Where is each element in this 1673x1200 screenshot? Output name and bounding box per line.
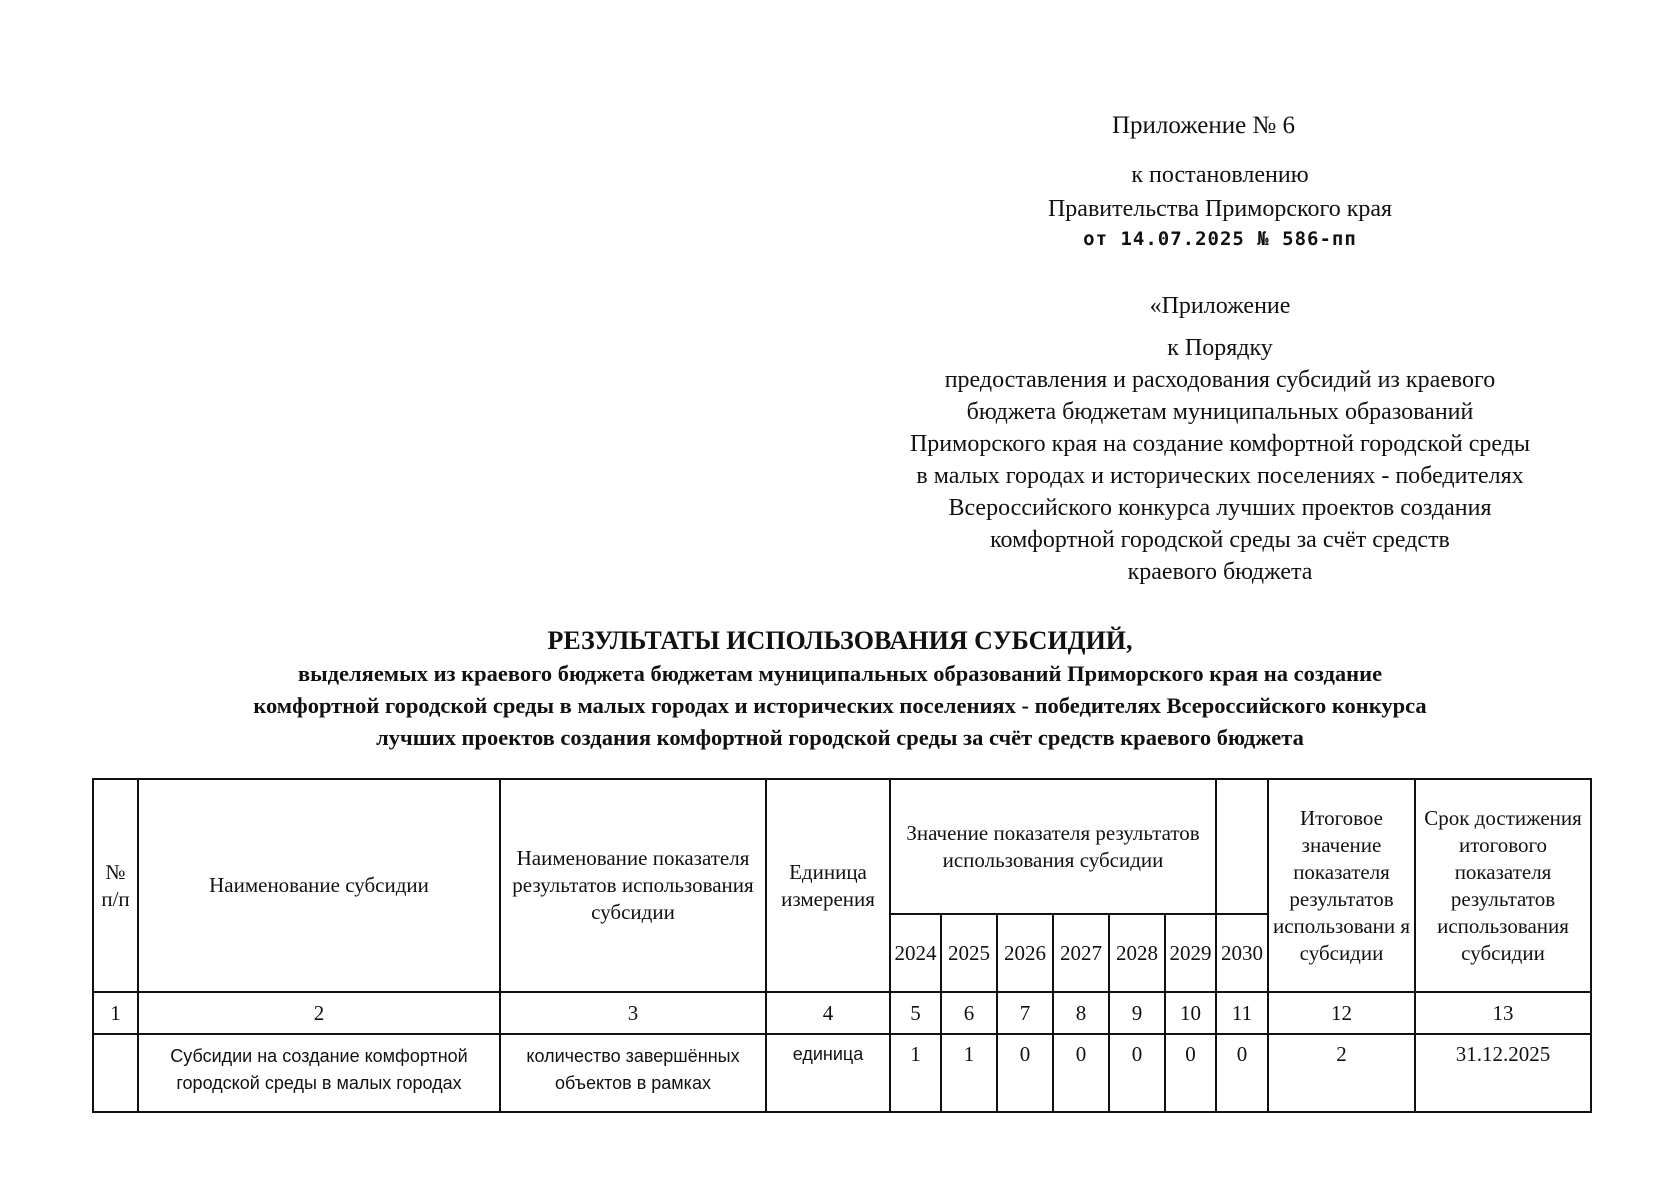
header-values: Значение показателя результатов использования субсидии [890, 779, 1216, 914]
column-number: 9 [1109, 992, 1165, 1034]
cell-value-2028: 0 [1109, 1034, 1165, 1112]
cell-deadline: 31.12.2025 [1415, 1034, 1591, 1112]
header-year: 2027 [1053, 914, 1109, 992]
column-number: 5 [890, 992, 941, 1034]
header-year: 2024 [890, 914, 941, 992]
header-empty [1216, 779, 1268, 914]
column-number: 7 [997, 992, 1053, 1034]
quote-line: к Порядку [1167, 335, 1273, 361]
quote-line: Приморского края на создание комфортной городской среды [909, 431, 1531, 457]
header-final-value: Итоговое значение показателя результатов использовани я субсидии [1268, 779, 1415, 992]
cell-value-2030: 0 [1216, 1034, 1268, 1112]
title-subtitle-line: лучших проектов создания комфортной городской среды за счёт средств краевого бюджета [376, 725, 1304, 750]
header-year: 2025 [941, 914, 997, 992]
quote-appendix-label: «Приложение [1149, 293, 1291, 319]
header-num: № п/п [93, 779, 138, 992]
column-number: 8 [1053, 992, 1109, 1034]
column-number: 13 [1415, 992, 1591, 1034]
cell-text-line: количество завершённых [526, 1046, 740, 1066]
column-number: 11 [1216, 992, 1268, 1034]
header-year: 2026 [997, 914, 1053, 992]
header-subsidy-name: Наименование субсидии [138, 779, 500, 992]
results-table [92, 778, 1592, 1113]
quote-line: предоставления и расходования субсидий из краевого [944, 367, 1496, 393]
header-deadline: Срок достижения итогового показателя результатов использования субсидии [1415, 779, 1591, 992]
table-row [93, 1034, 1591, 1112]
header-year: 2029 [1165, 914, 1216, 992]
title-main: РЕЗУЛЬТАТЫ ИСПОЛЬЗОВАНИЯ СУБСИДИЙ, [547, 626, 1133, 655]
cell-unit: единица [766, 1034, 890, 1112]
cell-num [93, 1034, 138, 1112]
cell-subsidy-name [138, 1034, 500, 1112]
cell-value-2025: 1 [941, 1034, 997, 1112]
header-unit: Единица измерения [766, 779, 890, 992]
quote-line: комфортной городской среды за счёт средств [990, 527, 1450, 553]
title-subtitle-line: выделяемых из краевого бюджета бюджетам муниципальных образований Приморского края на создание [297, 661, 1383, 686]
header-year: 2030 [1216, 914, 1268, 992]
decree-date: от 14.07.2025 № 586-пп [1083, 228, 1357, 250]
cell-text-line: Субсидии на создание комфортной [170, 1046, 468, 1066]
header-year: 2028 [1109, 914, 1165, 992]
order-appendix-reference [840, 290, 1600, 588]
quote-line: в малых городах и исторических поселениях - победителях [916, 463, 1524, 489]
cell-value-2027: 0 [1053, 1034, 1109, 1112]
cell-value-2026: 0 [997, 1034, 1053, 1112]
quote-line: краевого бюджета [1127, 559, 1313, 585]
quote-line: Всероссийского конкурса лучших проектов создания [948, 495, 1492, 521]
column-number: 2 [138, 992, 500, 1034]
title-subtitle-line: комфортной городской среды в малых городах и исторических поселениях - победителях Всероссийского конкурса [253, 693, 1427, 718]
header-indicator-name: Наименование показателя результатов использования субсидии [500, 779, 766, 992]
cell-value-2024: 1 [890, 1034, 941, 1112]
document-title [80, 624, 1600, 754]
decree-line: к постановлению [1131, 162, 1309, 188]
column-number: 12 [1268, 992, 1415, 1034]
appendix-title: Приложение № 6 [1112, 112, 1296, 139]
cell-text-line: объектов в рамках [555, 1073, 711, 1093]
column-number: 4 [766, 992, 890, 1034]
quote-line: бюджета бюджетам муниципальных образований [966, 399, 1474, 425]
cell-text-line: городской среды в малых городах [176, 1073, 462, 1093]
column-number: 6 [941, 992, 997, 1034]
decree-issuer: Правительства Приморского края [1047, 196, 1393, 222]
cell-value-2029: 0 [1165, 1034, 1216, 1112]
column-number: 3 [500, 992, 766, 1034]
column-number: 1 [93, 992, 138, 1034]
column-number: 10 [1165, 992, 1216, 1034]
cell-final-value: 2 [1268, 1034, 1415, 1112]
cell-indicator-name [500, 1034, 766, 1112]
decree-reference [960, 158, 1480, 252]
